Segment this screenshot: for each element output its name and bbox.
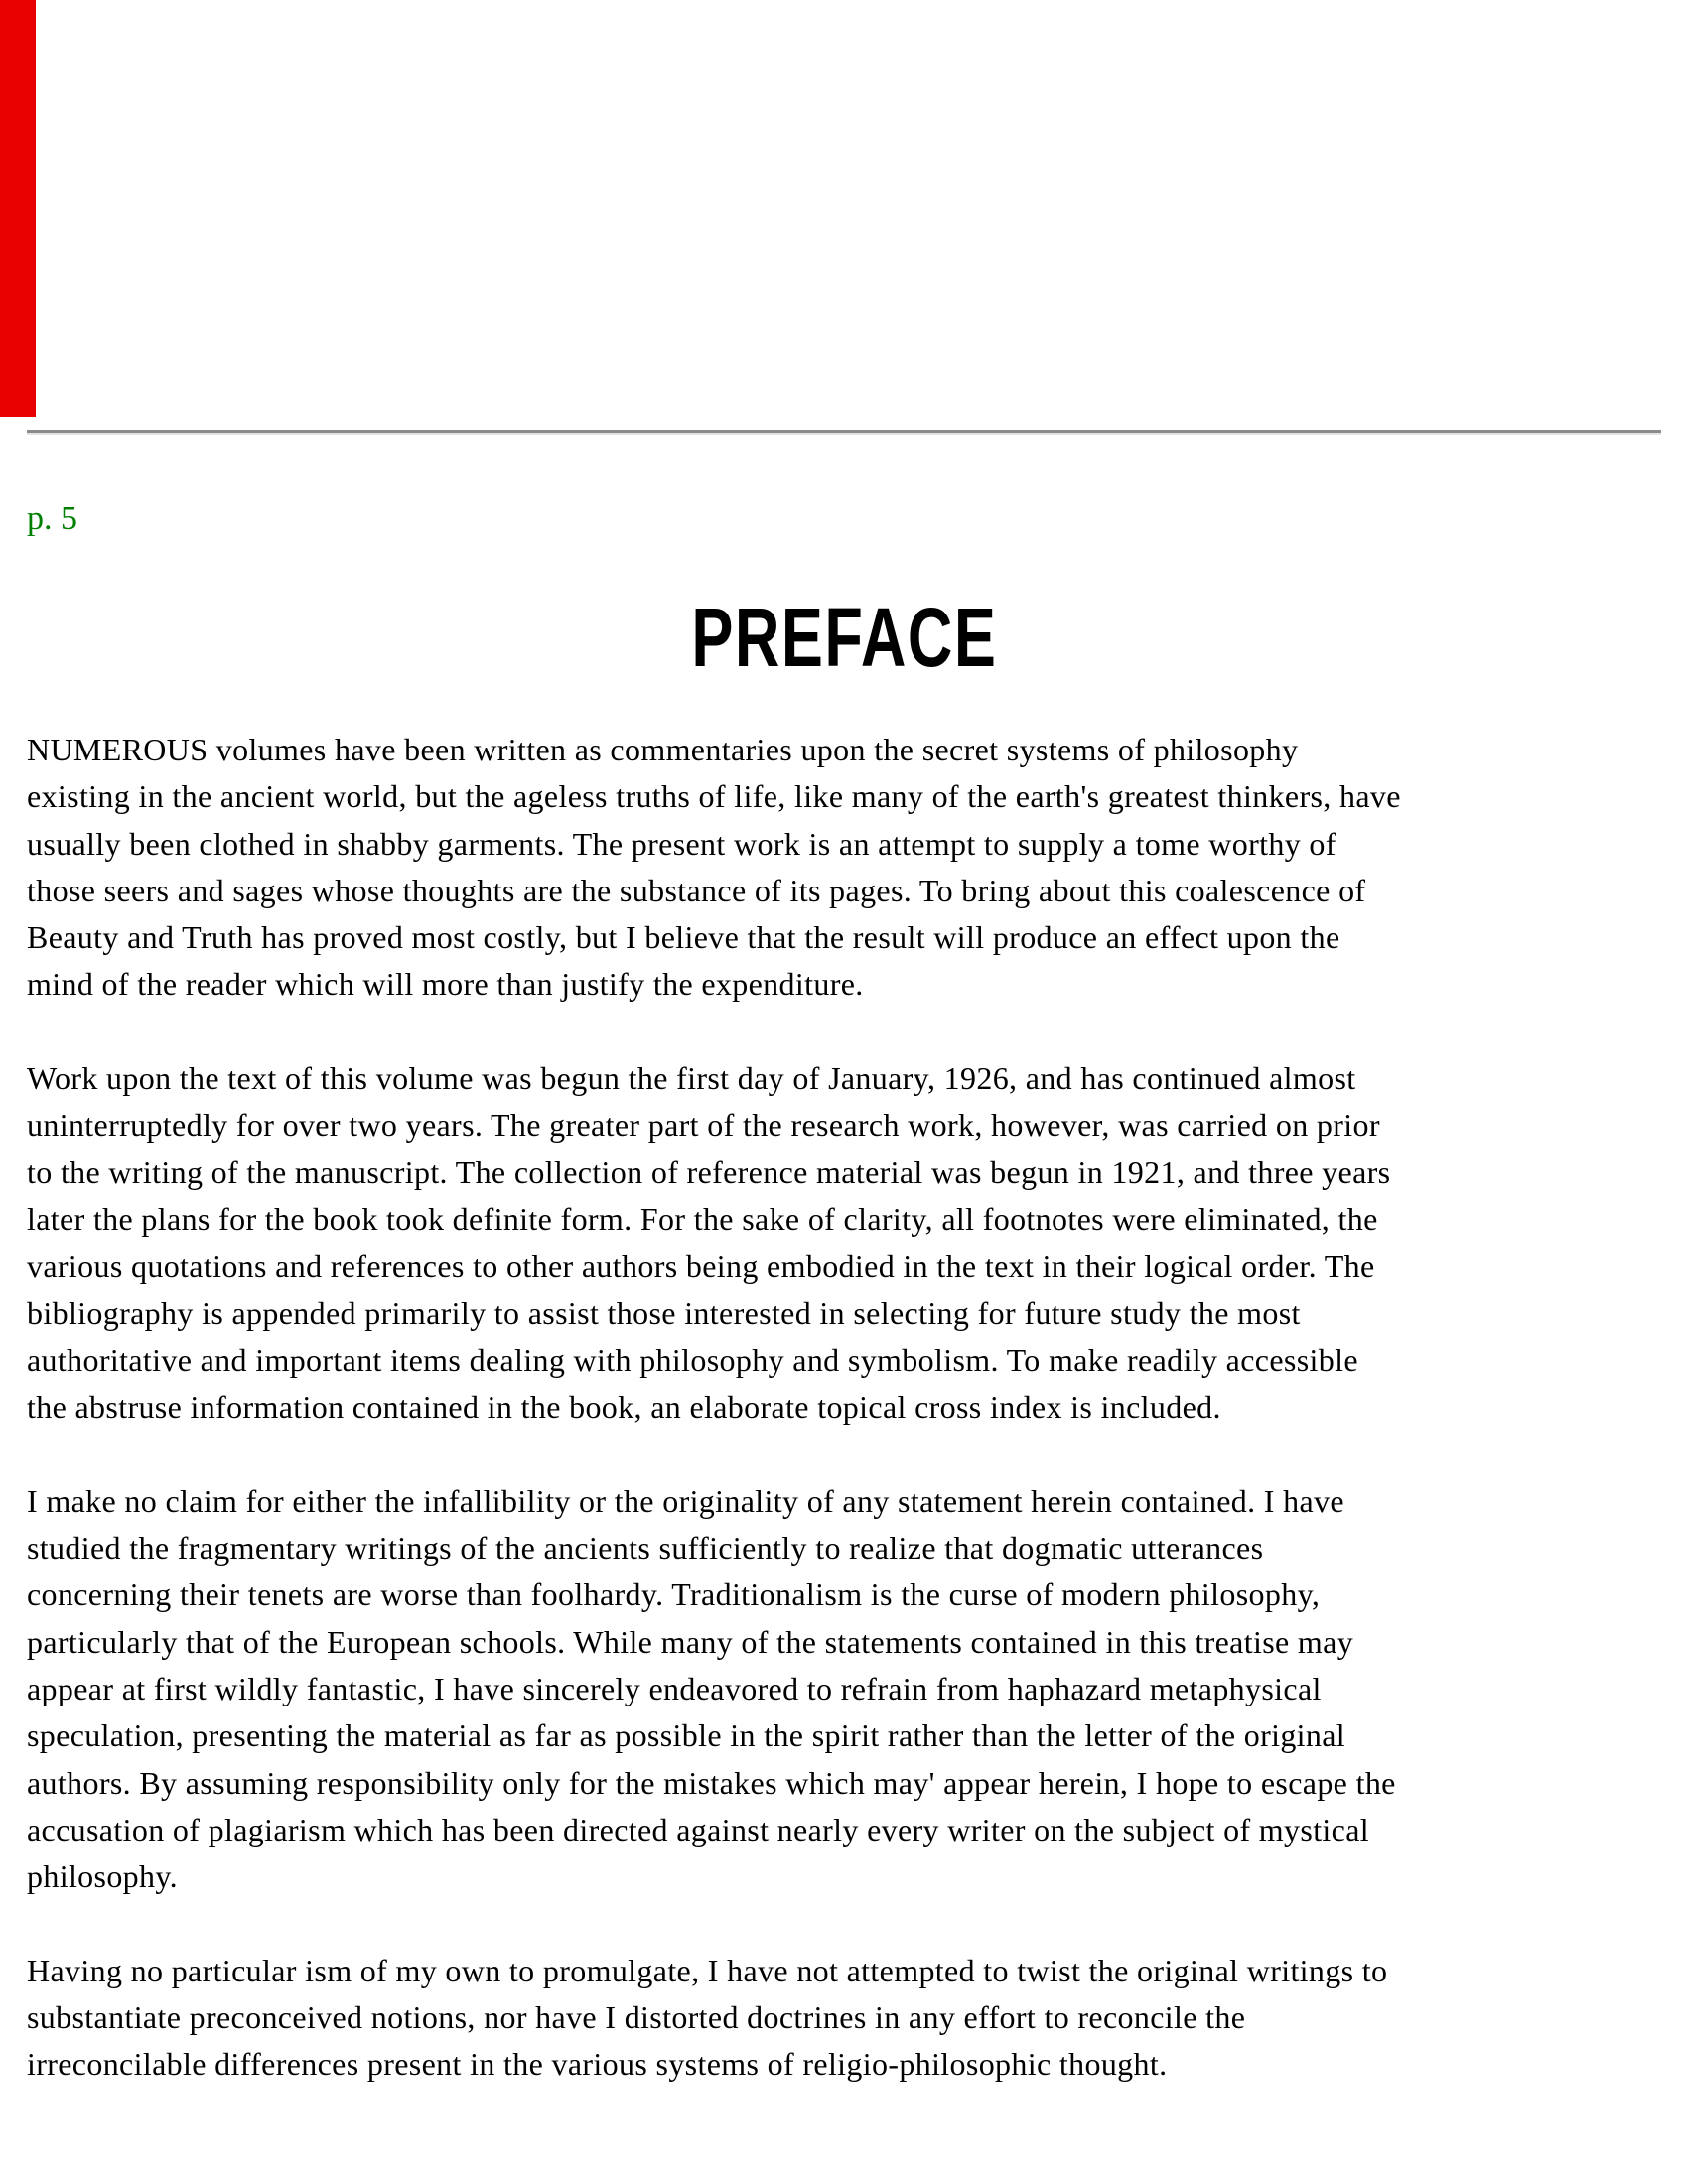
text-line: concerning their tenets are worse than foolhardy. Traditionalism is the curse of modern philosophy, (27, 1576, 1321, 1613)
horizontal-rule (27, 430, 1661, 435)
preface-title-text: PREFACE (690, 591, 998, 684)
text-line: bibliography is appended primarily to assist those interested in selecting for future study the most (27, 1295, 1301, 1331)
page-content (0, 430, 1688, 2089)
red-edge-marker (0, 0, 36, 417)
text-line: those seers and sages whose thoughts are the substance of its pages. To bring about this coalescence of (27, 872, 1366, 908)
text-line: I make no claim for either the infallibility or the originality of any statement herein contained. I have (27, 1482, 1344, 1519)
text-line: philosophy. (27, 1858, 179, 1895)
text-line: particularly that of the European schools. While many of the statements contained in this treatise may (27, 1623, 1354, 1660)
text-line: NUMEROUS volumes have been written as commentaries upon the secret systems of philosophy (27, 732, 1299, 767)
text-line: existing in the ancient world, but the ageless truths of life, like many of the earth's greatest thinkers, have (27, 778, 1401, 815)
text-line: authors. By assuming responsibility only for the mistakes which may' appear herein, I hope to escape the (27, 1764, 1396, 1801)
text-line: Work upon the text of this volume was begun the first day of January, 1926, and has continued almost (27, 1060, 1356, 1097)
preface-title (27, 590, 1661, 686)
text-line: appear at first wildly fantastic, I have sincerely endeavored to refrain from haphazard metaphysical (27, 1670, 1322, 1706)
paragraph-2 (27, 1055, 1661, 1431)
text-line: to the writing of the manuscript. The collection of reference material was begun in 1921, and three years (27, 1154, 1391, 1190)
paragraph-4 (27, 1948, 1661, 2089)
text-line: Beauty and Truth has proved most costly, but I believe that the result will produce an effect upon the (27, 919, 1340, 956)
text-line: mind of the reader which will more than justify the expenditure. (27, 966, 864, 1003)
text-line: the abstruse information contained in the book, an elaborate topical cross index is included. (27, 1389, 1221, 1426)
text-line: irreconcilable differences present in the various systems of religio-philosophic thought. (27, 2046, 1168, 2083)
paragraph-3 (27, 1478, 1661, 1901)
page-number: p. 5 (27, 500, 77, 537)
text-line: various quotations and references to other authors being embodied in the text in their logical order. The (27, 1248, 1375, 1285)
text-line: uninterruptedly for over two years. The greater part of the research work, however, was carried on prior (27, 1107, 1380, 1144)
text-line: studied the fragmentary writings of the ancients sufficiently to realize that dogmatic utterances (27, 1530, 1264, 1567)
text-line: substantiate preconceived notions, nor have I distorted doctrines in any effort to reconcile the (27, 1999, 1246, 2036)
paragraph-1 (27, 727, 1661, 1009)
text-line: authoritative and important items dealing with philosophy and symbolism. To make readily accessible (27, 1341, 1358, 1378)
text-line: later the plans for the book took definite form. For the sake of clarity, all footnotes were eliminated, the (27, 1200, 1378, 1237)
text-line: speculation, presenting the material as far as possible in the spirit rather than the letter of the original (27, 1717, 1346, 1754)
text-line: accusation of plagiarism which has been directed against nearly every writer on the subject of mystical (27, 1811, 1370, 1847)
text-line: usually been clothed in shabby garments. The present work is an attempt to supply a tome worthy of (27, 825, 1336, 862)
text-line: Having no particular ism of my own to promulgate, I have not attempted to twist the original writings to (27, 1952, 1388, 1988)
